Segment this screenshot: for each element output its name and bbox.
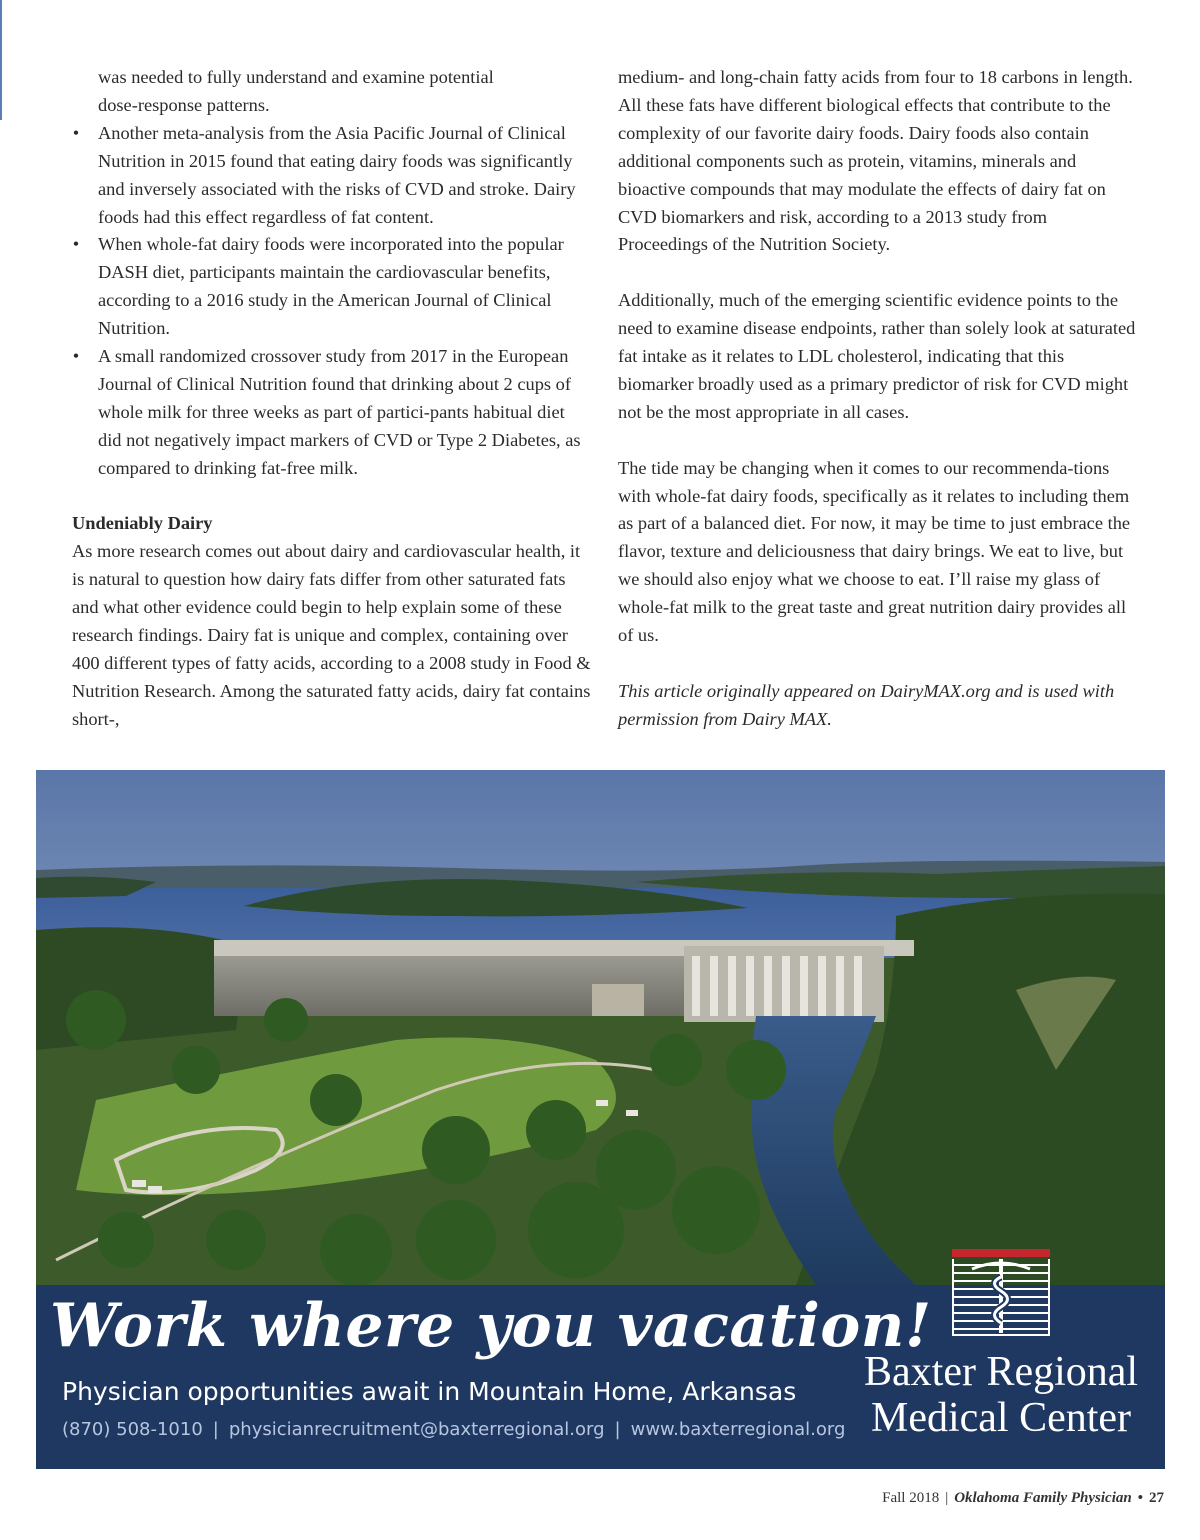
email-address: physicianrecruitment@baxterregional.org — [228, 1419, 605, 1440]
bullet-icon: • — [72, 122, 80, 143]
recruitment-advertisement — [36, 770, 1165, 1469]
list-item: • A small randomized crossover study from 2017 in the European Journal of Clinical Nutrition found that drinking about 2 cups of whole milk for three weeks as part of partici-pants habitual diet did not negatively impact markers of CVD or Type 2 Diabetes, as compared to drinking fat-free milk. — [72, 343, 592, 483]
bullet-icon: • — [72, 346, 80, 367]
article-right-column — [618, 64, 1138, 734]
medical-center-name — [864, 1349, 1138, 1441]
article-credit: This article originally appeared on DairyMAX.org and is used with permission from Dairy MAX. — [618, 680, 1115, 729]
medical-center-logo-icon — [952, 1249, 1050, 1337]
list-item: • Another meta-analysis from the Asia Pacific Journal of Clinical Nutrition in 2015 found that eating dairy foods was significantly and inversely associated with the risks of CVD and stroke. Dairy foods had this effect regardless of fat content. — [72, 120, 592, 232]
org-name-line: Baxter Regional — [864, 1349, 1139, 1395]
section-subhead: Undeniably Dairy — [72, 513, 213, 534]
phone-number: (870) 508-1010 — [62, 1419, 203, 1440]
website-link: www.baxterregional.org — [630, 1419, 846, 1440]
separator: | — [212, 1419, 219, 1440]
separator: | — [614, 1419, 621, 1440]
ad-tagline: Physician opportunities await in Mountain Home, Arkansas — [62, 1377, 797, 1406]
bullet-icon: • — [72, 234, 80, 255]
page-footer — [882, 1490, 1164, 1507]
separator: | — [945, 1490, 949, 1506]
body-paragraph: Additionally, much of the emerging scientific evidence points to the need to examine disease endpoints, rather than solely look at saturated fat intake as it relates to LDL cholesterol, indicating that this biomarker broadly used as a primary predictor of risk for CVD might not be the most appropriate in all cases. — [618, 290, 1136, 422]
org-name-line: Medical Center — [870, 1395, 1132, 1441]
body-paragraph: The tide may be changing when it comes to our recommenda-tions with whole-fat dairy foods, specifically as it relates to including them as part of a balanced diet. For now, it may be time to just embrace the flavor, texture and deliciousness that dairy brings. We eat to live, but we should also enjoy what we choose to eat. I’ll raise my glass of whole-fat milk to the great taste and great nutrition dairy provides all of us. — [618, 457, 1131, 646]
publication-title: Oklahoma Family Physician — [954, 1490, 1132, 1506]
issue-date: Fall 2018 — [882, 1490, 940, 1506]
bullet-icon: • — [1137, 1490, 1143, 1506]
findings-list — [72, 120, 592, 483]
body-paragraph: medium- and long-chain fatty acids from four to 18 carbons in length. All these fats have different biological effects that contribute to the complexity of our favorite dairy foods. Dairy foods also contain additional components such as protein, vitamins, minerals and bioactive compounds that may modulate the effects of dairy fat on CVD biomarkers and risk, according to a 2013 study from Proceedings of the Nutrition Society. — [618, 67, 1133, 255]
page-number: 27 — [1149, 1490, 1164, 1506]
continuation-line: dose-response patterns. — [98, 94, 270, 115]
page-edge-rule — [0, 0, 2, 120]
article-left-column — [72, 64, 592, 734]
list-item: • When whole-fat dairy foods were incorporated into the popular DASH diet, participants maintain the cardiovascular benefits, according to a 2016 study in the American Journal of Clinical Nutrition. — [72, 231, 592, 343]
ad-headline: Work where you vacation! — [50, 1291, 932, 1361]
ad-banner — [36, 1285, 1165, 1469]
continuation-line: was needed to fully understand and examine potential — [98, 67, 494, 87]
ad-contact-line — [62, 1419, 845, 1440]
body-paragraph: As more research comes out about dairy and cardiovascular health, it is natural to question how dairy fats differ from other saturated fats and what other evidence could begin to help explain some of these research findings. Dairy fat is unique and complex, containing over 400 different types of fatty acids, according to a 2008 study in Food & Nutrition Research. Among the saturated fatty acids, dairy fat contains short-, — [72, 541, 591, 729]
dam-lake-photo — [36, 770, 1165, 1285]
